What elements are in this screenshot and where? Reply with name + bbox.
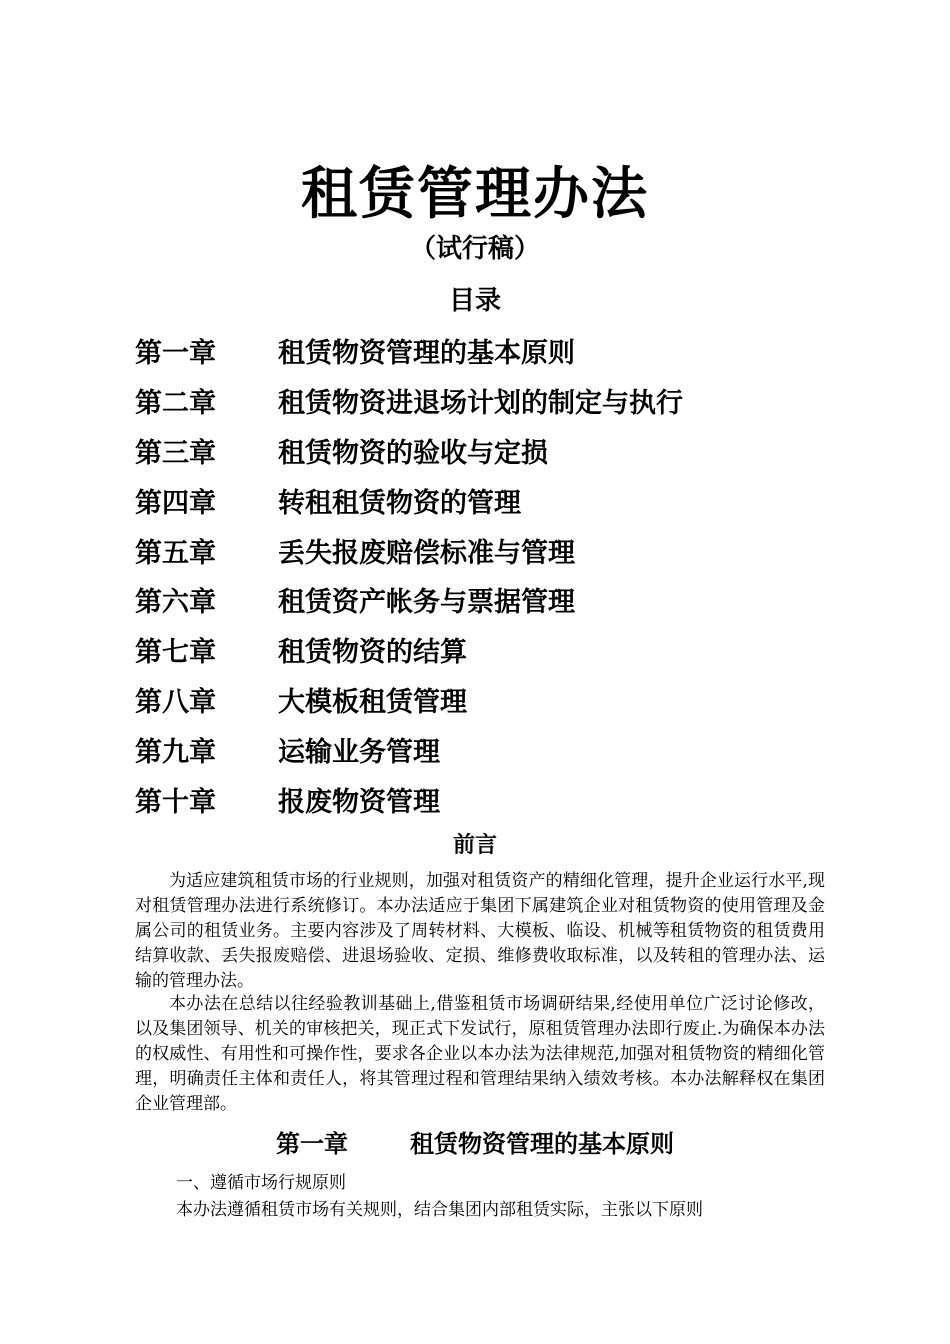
toc-chapter-number: 第五章 [135, 537, 216, 569]
section-text: 本办法遵循租赁市场有关规则，结合集团内部租赁实际，主张以下原则 [176, 1200, 703, 1220]
chapter-number: 第一章 [276, 1130, 348, 1158]
preface-paragraph: 本办法在总结以往经验教训基础上,借鉴租赁市场调研结果,经使用单位广泛讨论修改，以及集团领导、机关的审核把关，现正式下发试行，原租赁管理办法即行废止.为确保本办法的权威性、有用性和可操作性，要求各企业以本办法为法律规范,加强对租赁物资的精细化管理，明确责任主体和责任人，将其管理过程和管理结果纳入绩效考核。本办法解释权在集团企业管理部。 [135, 994, 825, 1114]
toc-item [135, 525, 835, 575]
toc-chapter-number: 第八章 [135, 686, 216, 718]
toc-chapter-number: 第四章 [135, 487, 216, 519]
preface-heading: 前言 [452, 833, 497, 858]
toc-chapter-title: 大模板租赁管理 [278, 686, 467, 718]
section-heading: 一、遵循市场行规原则 [176, 1173, 346, 1193]
toc-chapter-title: 租赁物资的验收与定损 [278, 437, 548, 469]
toc-chapter-number: 第六章 [135, 587, 216, 619]
toc-item [135, 774, 835, 824]
document-subtitle: （试行稿） [409, 234, 540, 264]
toc-chapter-title: 报废物资管理 [278, 786, 440, 818]
toc-chapter-number: 第三章 [135, 437, 216, 469]
toc-item [135, 675, 835, 725]
toc-chapter-number: 第一章 [135, 338, 216, 370]
toc-heading: 目录 [448, 286, 501, 316]
toc-chapter-title: 运输业务管理 [278, 736, 440, 768]
toc-chapter-number: 第十章 [135, 786, 216, 818]
toc-item [135, 475, 835, 525]
toc-item [135, 724, 835, 774]
toc-item [135, 625, 835, 675]
toc-chapter-number: 第二章 [135, 388, 216, 420]
toc-chapter-title: 租赁物资管理的基本原则 [278, 338, 575, 370]
toc-chapter-title: 租赁物资的结算 [278, 637, 467, 669]
toc-chapter-number: 第七章 [135, 637, 216, 669]
toc-chapter-title: 丢失报废赔偿标准与管理 [278, 537, 575, 569]
toc-item [135, 575, 835, 625]
chapter-title: 租赁物资管理的基本原则 [410, 1130, 674, 1158]
toc-chapter-title: 租赁物资进退场计划的制定与执行 [278, 388, 683, 420]
toc-chapter-title: 租赁资产帐务与票据管理 [278, 587, 575, 619]
toc-item [135, 426, 835, 476]
toc-item [135, 376, 835, 426]
toc-chapter-number: 第九章 [135, 736, 216, 768]
chapter-heading [0, 1124, 950, 1159]
preface-paragraph: 为适应建筑租赁市场的行业规则，加强对租赁资产的精细化管理，提升企业运行水平,现对租赁管理办法进行系统修订。本办法适应于集团下属建筑企业对租赁物资的使用管理及金属公司的租赁业务。主要内容涉及了周转材料、大模板、临设、机械等租赁物资的租赁费用结算收款、丢失报废赔偿、进退场验收、定损、维修费收取标准，以及转租的管理办法、运输的管理办法。 [135, 871, 825, 991]
table-of-contents [135, 326, 835, 824]
toc-item [135, 326, 835, 376]
toc-chapter-title: 转租租赁物资的管理 [278, 487, 521, 519]
document-title: 租赁管理办法 [301, 162, 649, 227]
